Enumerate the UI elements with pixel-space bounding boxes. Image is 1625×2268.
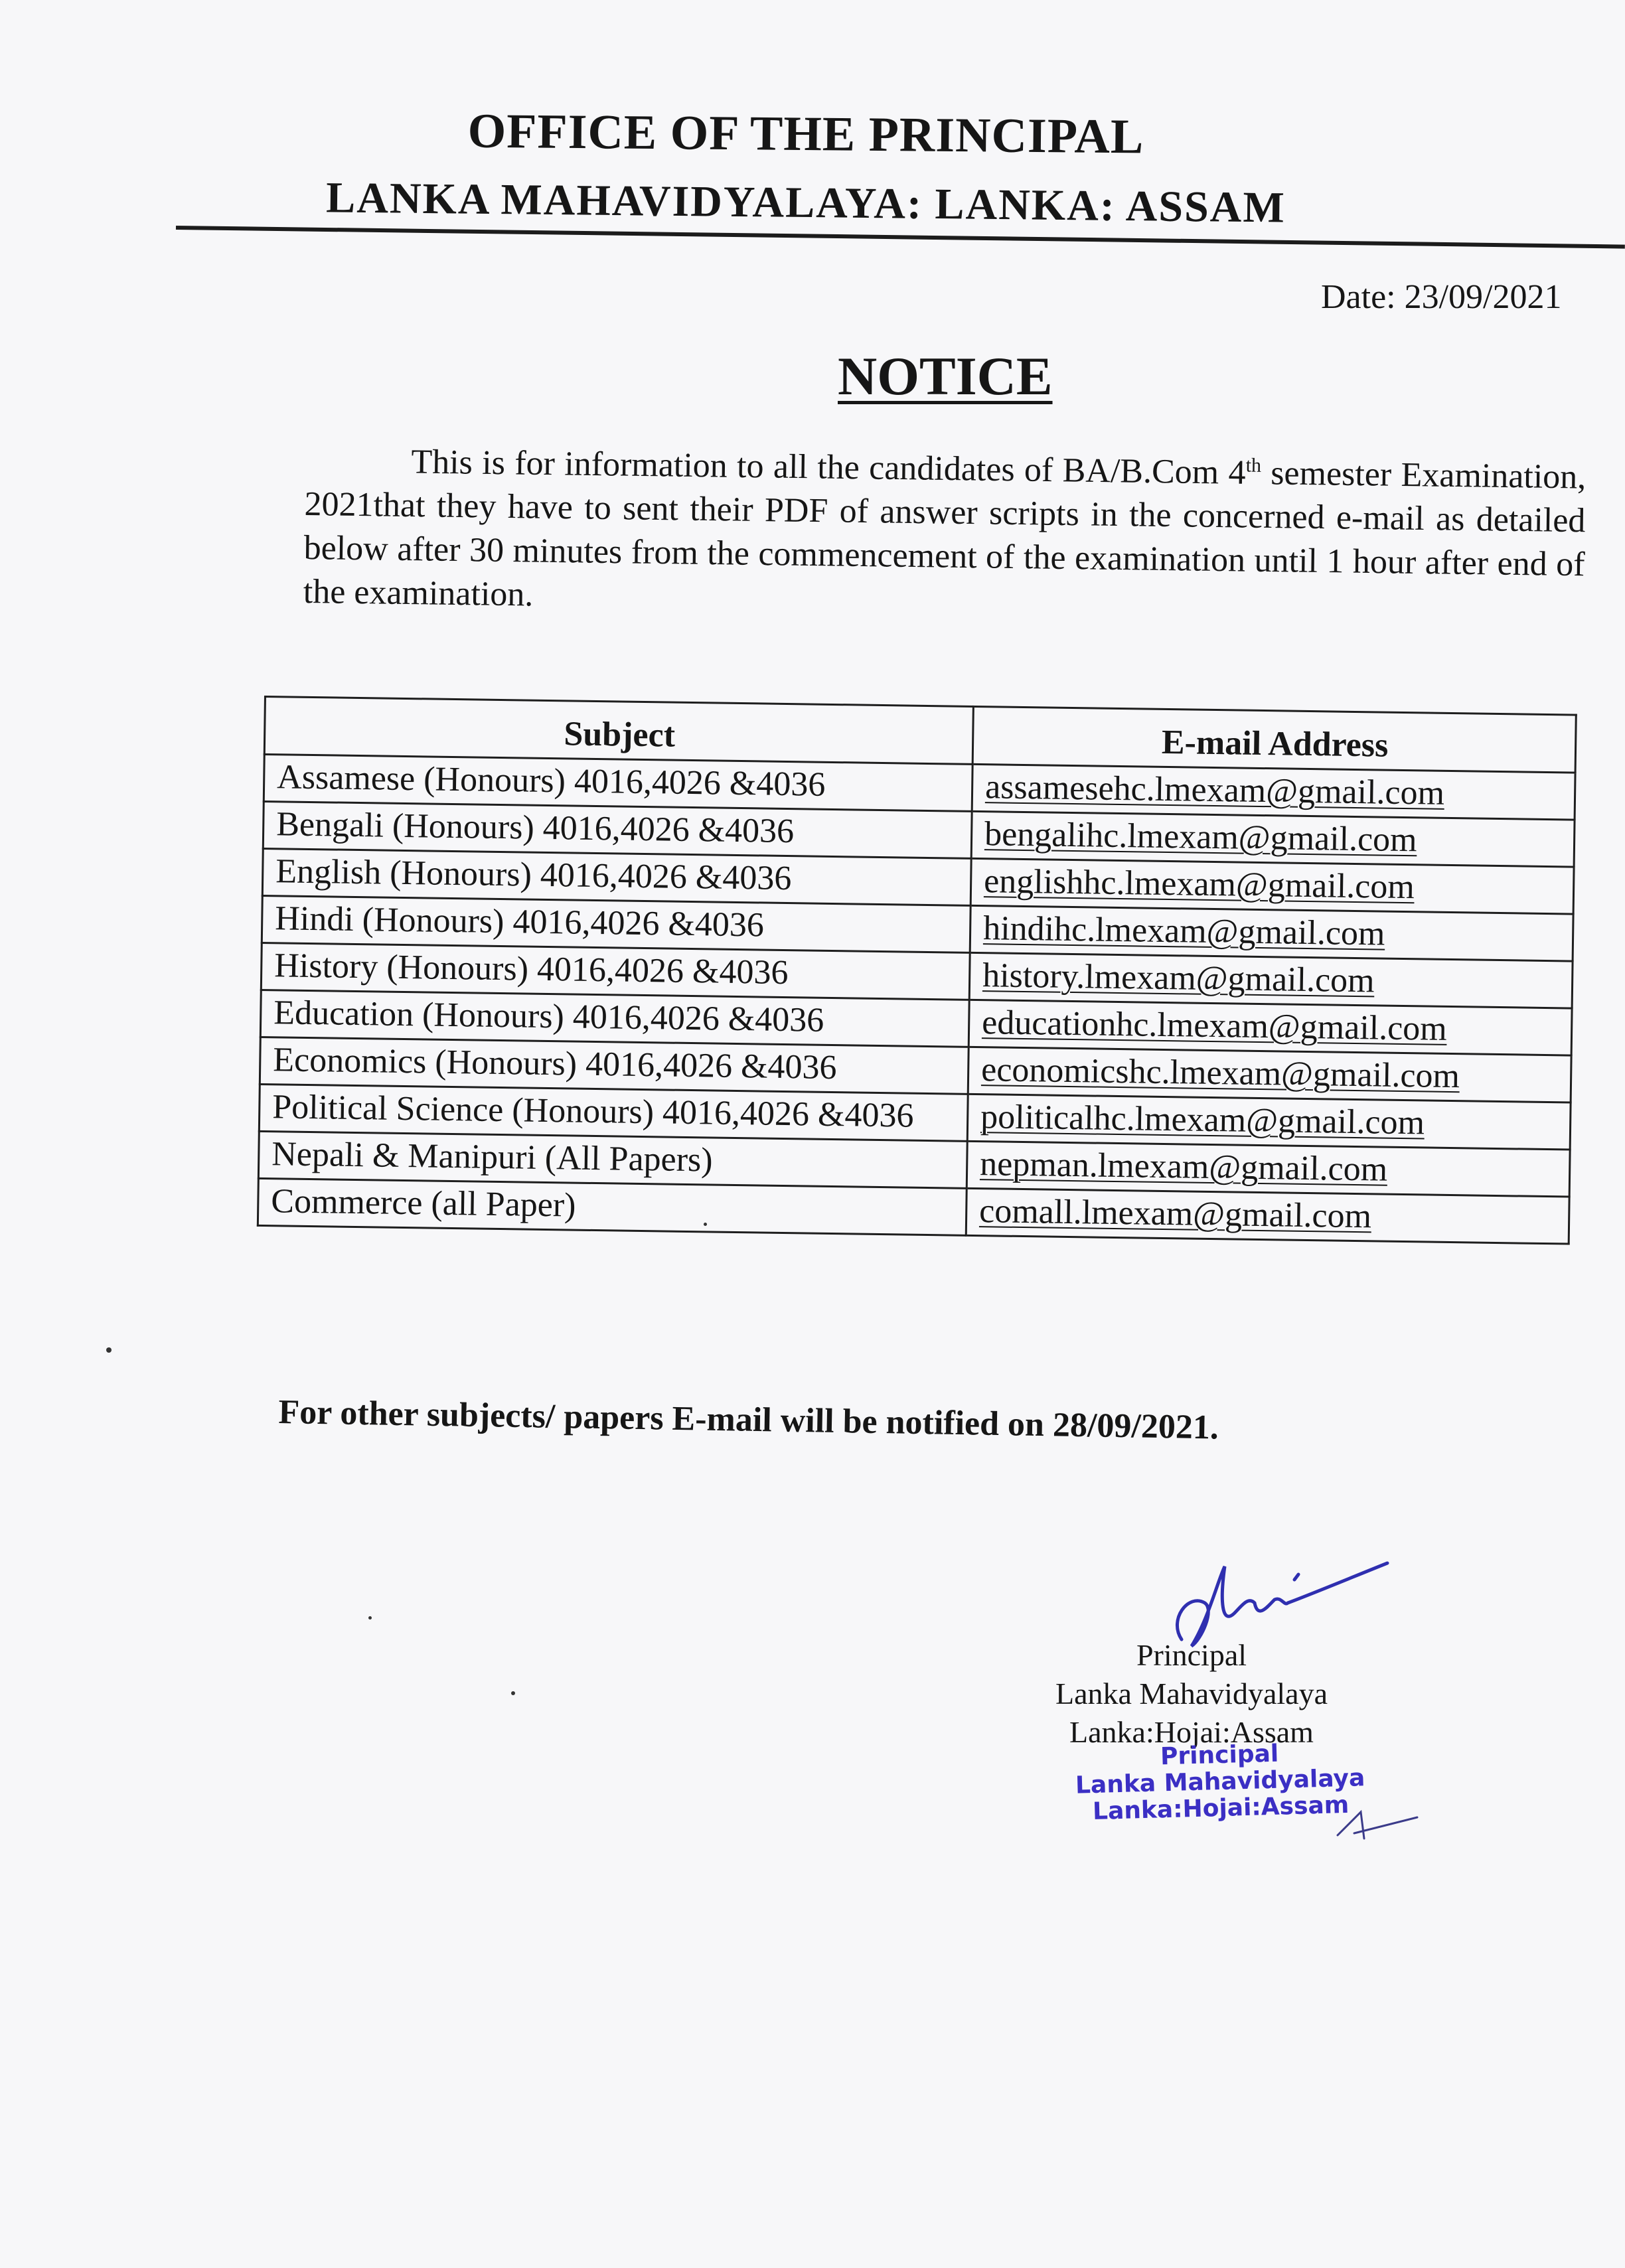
official-stamp [1075, 1738, 1366, 1825]
email-cell[interactable]: economicshc.lmexam@gmail.com [968, 1047, 1571, 1102]
signature-block [1055, 1636, 1328, 1752]
stamp-line-3: Lanka:Hojai:Assam [1092, 1791, 1350, 1826]
email-column-header: E-mail Address [972, 706, 1576, 773]
email-cell[interactable]: bengalihc.lmexam@gmail.com [971, 811, 1575, 867]
subject-cell: Nepali & Manipuri (All Papers) [258, 1131, 967, 1188]
signatory-place: Lanka:Hojai:Assam [1069, 1715, 1314, 1749]
notice-body [303, 431, 1586, 631]
signatory-college: Lanka Mahavidyalaya [1055, 1677, 1328, 1710]
subject-cell: Hindi (Honours) 4016,4026 &4036 [262, 895, 970, 952]
subject-cell: Commerce (all Paper) [258, 1178, 967, 1235]
college-heading: LANKA MAHAVIDYALAYA: LANKA: ASSAM [325, 173, 1286, 232]
scan-speck [106, 1347, 112, 1353]
email-cell[interactable]: hindihc.lmexam@gmail.com [970, 905, 1573, 961]
subject-column-header: Subject [264, 697, 973, 765]
paragraph-indent [305, 471, 411, 473]
scan-speck [368, 1616, 372, 1620]
email-table [257, 696, 1577, 1245]
subject-cell: Bengali (Honours) 4016,4026 &4036 [263, 802, 972, 859]
email-cell[interactable]: politicalhc.lmexam@gmail.com [967, 1094, 1571, 1150]
subject-cell: Education (Honours) 4016,4026 &4036 [260, 990, 969, 1047]
email-cell[interactable]: history.lmexam@gmail.com [969, 952, 1573, 1008]
email-cell[interactable]: nepman.lmexam@gmail.com [967, 1141, 1570, 1197]
email-table-wrapper [257, 696, 1577, 1245]
office-heading: OFFICE OF THE PRINCIPAL [467, 104, 1144, 165]
notice-body-part2: semester Examination, 2021that they have to sent their PDF of answer scripts in the concerned e-mail as detailed below after 30 minutes from the commencement of the examination until 1 hour after end of the examination. [303, 454, 1586, 614]
email-cell[interactable]: assamesehc.lmexam@gmail.com [972, 764, 1575, 820]
signatory-title: Principal [1136, 1638, 1247, 1672]
stamp-line-1: Principal [1160, 1740, 1279, 1771]
subject-cell: Economics (Honours) 4016,4026 &4036 [260, 1037, 968, 1094]
subject-cell: Political Science (Honours) 4016,4026 &4036 [259, 1084, 968, 1141]
subject-cell: Assamese (Honours) 4016,4026 &4036 [264, 755, 972, 812]
ordinal-suffix: th [1245, 454, 1262, 477]
email-cell[interactable]: educationhc.lmexam@gmail.com [968, 1000, 1572, 1055]
scan-speck [704, 1223, 707, 1226]
stamp-line-2: Lanka Mahavidyalaya [1075, 1764, 1365, 1799]
subject-cell: History (Honours) 4016,4026 &4036 [261, 943, 970, 1000]
notice-date: Date: 23/09/2021 [1321, 278, 1562, 316]
footnote: For other subjects/ papers E-mail will be notified on 28/09/2021. [278, 1393, 1219, 1447]
stamp-flourish [1334, 1799, 1421, 1845]
email-cell[interactable]: englishhc.lmexam@gmail.com [970, 858, 1574, 914]
notice-body-part1: This is for information to all the candidates of BA/B.Com 4 [411, 443, 1246, 492]
subject-cell: English (Honours) 4016,4026 &4036 [262, 848, 971, 905]
notice-title: NOTICE [838, 346, 1053, 406]
email-cell[interactable]: comall.lmexam@gmail.com [966, 1188, 1569, 1244]
scan-speck [511, 1691, 515, 1695]
